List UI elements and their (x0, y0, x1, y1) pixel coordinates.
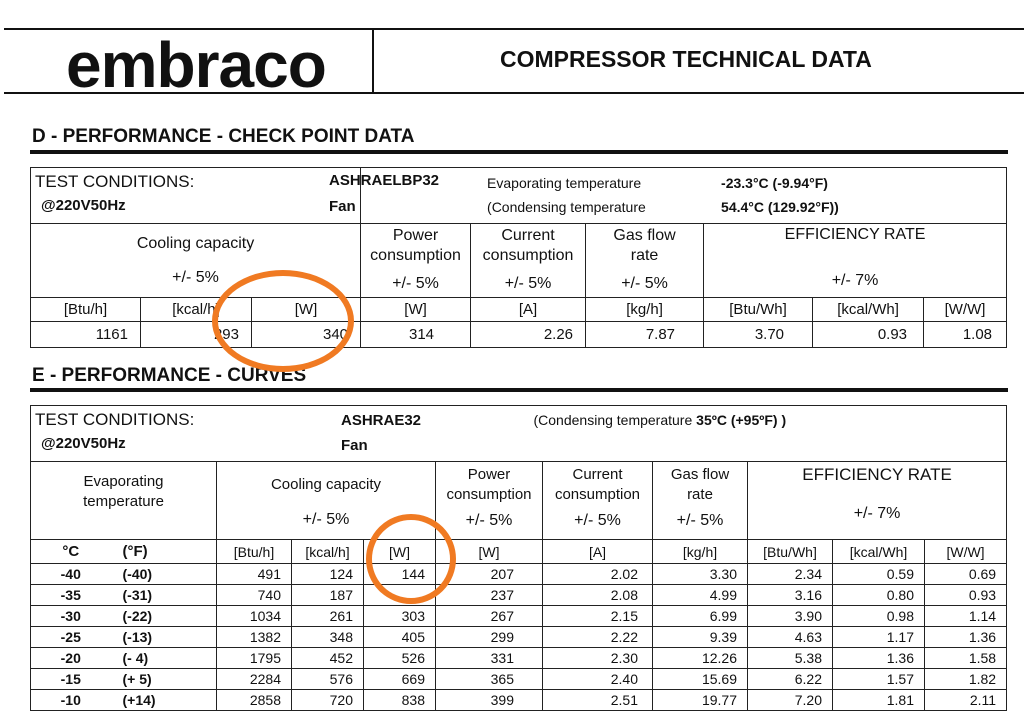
unit-cell: [Btu/h] (217, 540, 292, 564)
power-tolerance: +/- 5% (392, 275, 439, 292)
value-cell: 3.90 (748, 606, 833, 627)
value-cell: 1034 (217, 606, 292, 627)
condensing-value: 54.4°C (129.92°F)) (721, 199, 839, 215)
table-row (31, 627, 1007, 648)
cooling-tolerance: +/- 5% (172, 268, 219, 286)
value-cell: 6.99 (653, 606, 748, 627)
evaporating-header (31, 462, 217, 540)
unit-cell: [W] (364, 540, 436, 564)
value-cell: 1382 (217, 627, 292, 648)
value-cell: 124 (292, 564, 364, 585)
section-e-title: E - PERFORMANCE - CURVES (32, 365, 307, 386)
value-cell: 348 (292, 627, 364, 648)
current-label: Current consumption (554, 466, 641, 503)
value-cell: 1.36 (833, 648, 925, 669)
value-cell (364, 585, 436, 606)
power-label: Power consumption (370, 227, 461, 264)
power-label: Power consumption (446, 466, 532, 503)
unit-cell: [Btu/Wh] (704, 298, 813, 322)
value-cell: 0.93 (813, 322, 924, 348)
evap-f-cell: (-22) (111, 606, 217, 627)
unit-cell: [W] (436, 540, 543, 564)
evap-c-cell: -20 (31, 648, 111, 669)
value-cell: 9.39 (653, 627, 748, 648)
power-header (361, 224, 471, 298)
evaporating-conditions-cell (361, 168, 1007, 224)
value-cell: 2.08 (543, 585, 653, 606)
unit-row (31, 540, 1007, 564)
test-fan: Fan (329, 198, 356, 215)
cooling-capacity-label: Cooling capacity (270, 476, 382, 493)
current-header (471, 224, 586, 298)
test-conditions-cell (31, 406, 436, 462)
value-cell: 15.69 (653, 669, 748, 690)
evaporating-label: Evaporating temperature (83, 473, 164, 510)
unit-cell: [kcal/Wh] (813, 298, 924, 322)
unit-cell: [Btu/Wh] (748, 540, 833, 564)
unit-cell: [W] (252, 298, 361, 322)
value-cell: 293 (141, 322, 252, 348)
evap-c-cell: -15 (31, 669, 111, 690)
value-cell: 2.30 (543, 648, 653, 669)
value-cell: 267 (436, 606, 543, 627)
value-cell: 1.58 (925, 648, 1007, 669)
power-header (436, 462, 543, 540)
table-row (31, 564, 1007, 585)
efficiency-tolerance: +/- 7% (831, 272, 879, 289)
value-cell: 3.16 (748, 585, 833, 606)
value-cell: 299 (436, 627, 543, 648)
condensing-value: 35ºC (+95ºF) ) (696, 412, 787, 428)
unit-cell: [kg/h] (586, 298, 704, 322)
value-row (31, 322, 1007, 348)
efficiency-header (704, 224, 1007, 298)
efficiency-tolerance: +/- 7% (853, 505, 901, 522)
condensing-label: (Condensing temperature (487, 199, 646, 215)
efficiency-label: EFFICIENCY RATE (802, 465, 952, 484)
value-cell: 7.87 (586, 322, 704, 348)
evap-f-cell: (-31) (111, 585, 217, 606)
test-conditions-cell (31, 168, 440, 224)
efficiency-header (748, 462, 1007, 540)
value-cell: 1.82 (925, 669, 1007, 690)
table-row (31, 669, 1007, 690)
gas-header (586, 224, 704, 298)
unit-cell: [kg/h] (653, 540, 748, 564)
value-cell: 1.17 (833, 627, 925, 648)
header-divider (372, 28, 374, 94)
value-cell: 2.34 (748, 564, 833, 585)
cooling-capacity-header (31, 224, 361, 298)
unit-cell: [A] (471, 298, 586, 322)
value-cell: 207 (436, 564, 543, 585)
test-standard: ASHRAE32 (341, 412, 422, 429)
evap-c-cell: -40 (31, 564, 111, 585)
curve-rows (31, 564, 1007, 711)
value-cell: 0.98 (833, 606, 925, 627)
gas-header (653, 462, 748, 540)
cooling-capacity-label: Cooling capacity (136, 234, 255, 252)
value-cell: 331 (436, 648, 543, 669)
value-cell: 720 (292, 690, 364, 711)
cooling-capacity-header (217, 462, 436, 540)
value-cell: 576 (292, 669, 364, 690)
evap-c-cell: -25 (31, 627, 111, 648)
unit-cell: [W/W] (924, 298, 1007, 322)
value-cell: 405 (364, 627, 436, 648)
value-cell: 0.69 (925, 564, 1007, 585)
value-cell: 2.02 (543, 564, 653, 585)
value-cell: 1.14 (925, 606, 1007, 627)
value-cell: 2.26 (471, 322, 586, 348)
evaporating-label: Evaporating temperature (487, 175, 642, 191)
value-cell: 838 (364, 690, 436, 711)
evap-f-cell: (-13) (111, 627, 217, 648)
evap-c-cell: -30 (31, 606, 111, 627)
evap-f-cell: (+ 5) (111, 669, 217, 690)
document-title: COMPRESSOR TECHNICAL DATA (500, 46, 872, 72)
value-cell: 340 (252, 322, 361, 348)
evap-f-cell: (-40) (111, 564, 217, 585)
cooling-tolerance: +/- 5% (302, 511, 350, 528)
table-row (31, 648, 1007, 669)
value-cell: 12.26 (653, 648, 748, 669)
unit-cell: °C (31, 540, 111, 564)
value-cell: 1795 (217, 648, 292, 669)
check-point-table (30, 167, 1007, 348)
value-cell: 4.99 (653, 585, 748, 606)
gas-label: Gas flow rate (670, 466, 730, 503)
value-cell: 303 (364, 606, 436, 627)
value-cell: 2.22 (543, 627, 653, 648)
current-header (543, 462, 653, 540)
value-cell: 1.57 (833, 669, 925, 690)
value-cell: 7.20 (748, 690, 833, 711)
value-cell: 526 (364, 648, 436, 669)
value-cell: 491 (217, 564, 292, 585)
value-cell: 314 (361, 322, 471, 348)
value-cell: 1.08 (924, 322, 1007, 348)
value-cell: 0.59 (833, 564, 925, 585)
value-cell: 5.38 (748, 648, 833, 669)
unit-cell: [kcal/h] (141, 298, 252, 322)
table-row (31, 606, 1007, 627)
test-voltage: @220V50Hz (41, 197, 126, 214)
value-cell: 1.36 (925, 627, 1007, 648)
value-cell: 2284 (217, 669, 292, 690)
value-cell: 2.51 (543, 690, 653, 711)
gas-tolerance: +/- 5% (676, 512, 724, 529)
value-cell: 237 (436, 585, 543, 606)
unit-cell: [kcal/Wh] (833, 540, 925, 564)
value-cell: 365 (436, 669, 543, 690)
brand-logo: embraco (66, 29, 326, 101)
efficiency-label: EFFICIENCY RATE (784, 226, 926, 243)
value-cell: 187 (292, 585, 364, 606)
condensing-label: (Condensing temperature (533, 412, 693, 428)
value-cell: 399 (436, 690, 543, 711)
evaporating-value: -23.3°C (-9.94°F) (721, 175, 828, 191)
unit-cell: [A] (543, 540, 653, 564)
performance-curves-table (30, 405, 1007, 711)
value-cell: 2858 (217, 690, 292, 711)
current-tolerance: +/- 5% (574, 512, 621, 529)
table-row (31, 585, 1007, 606)
value-cell: 0.93 (925, 585, 1007, 606)
value-cell: 2.15 (543, 606, 653, 627)
value-cell: 6.22 (748, 669, 833, 690)
value-cell: 261 (292, 606, 364, 627)
test-conditions-label: TEST CONDITIONS: (35, 410, 195, 429)
gas-tolerance: +/- 5% (621, 275, 668, 292)
value-cell: 0.80 (833, 585, 925, 606)
current-tolerance: +/- 5% (504, 275, 552, 292)
value-cell: 3.30 (653, 564, 748, 585)
power-tolerance: +/- 5% (465, 512, 513, 529)
evap-c-cell: -35 (31, 585, 111, 606)
section-d-title: D - PERFORMANCE - CHECK POINT DATA (32, 126, 415, 147)
value-cell: 2.40 (543, 669, 653, 690)
value-cell: 452 (292, 648, 364, 669)
evap-f-cell: (- 4) (111, 648, 217, 669)
value-cell: 3.70 (704, 322, 813, 348)
condensing-conditions-cell (436, 406, 1007, 462)
unit-cell: [W] (361, 298, 471, 322)
value-cell: 740 (217, 585, 292, 606)
value-cell: 2.11 (925, 690, 1007, 711)
section-d-rule (30, 150, 1008, 154)
test-standard: ASHRAELBP32 (329, 172, 440, 189)
unit-cell: [W/W] (925, 540, 1007, 564)
unit-cell: [Btu/h] (31, 298, 141, 322)
evap-c-cell: -10 (31, 690, 111, 711)
test-voltage: @220V50Hz (41, 435, 126, 452)
value-cell: 1161 (31, 322, 141, 348)
value-cell: 1.81 (833, 690, 925, 711)
value-cell: 4.63 (748, 627, 833, 648)
table-row (31, 690, 1007, 711)
value-cell: 19.77 (653, 690, 748, 711)
value-cell: 144 (364, 564, 436, 585)
current-label: Current consumption (482, 227, 574, 264)
unit-row (31, 298, 1007, 322)
test-conditions-label: TEST CONDITIONS: (35, 172, 195, 191)
unit-cell: [kcal/h] (292, 540, 364, 564)
test-fan: Fan (341, 437, 368, 454)
value-cell: 669 (364, 669, 436, 690)
unit-cell: (°F) (111, 540, 217, 564)
evap-f-cell: (+14) (111, 690, 217, 711)
condensing-text (534, 412, 787, 428)
section-e-rule (30, 388, 1008, 392)
gas-label: Gas flow rate (613, 227, 676, 264)
